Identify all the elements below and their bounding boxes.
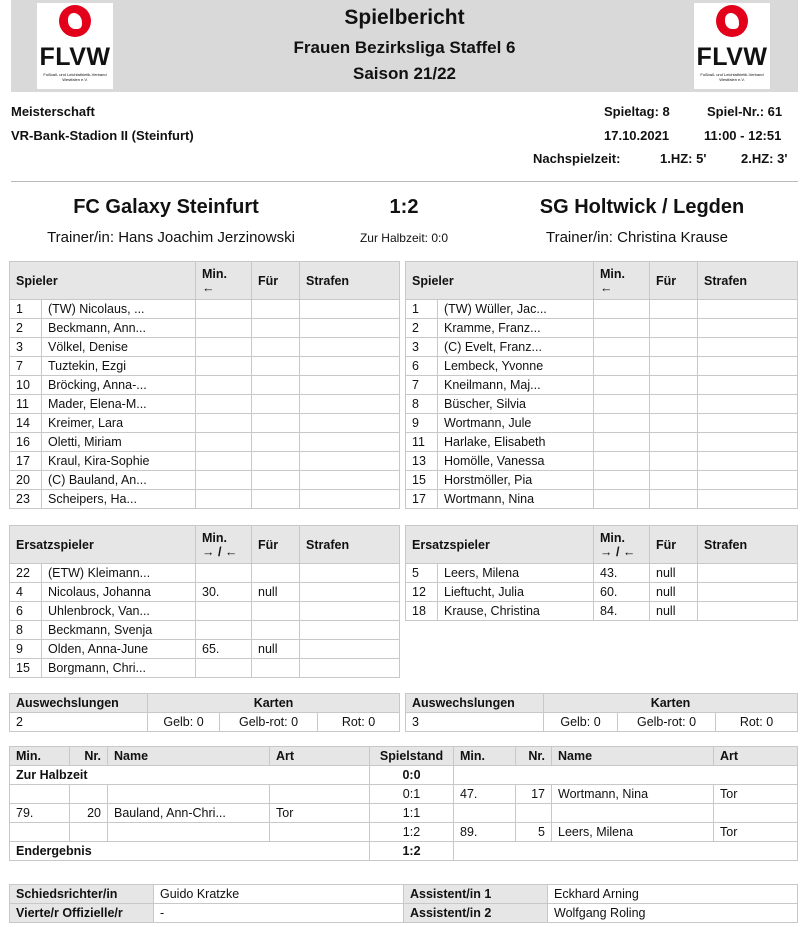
match-time: 11:00 - 12:51 <box>704 128 782 143</box>
event-a-min <box>454 804 516 823</box>
penalties <box>300 300 400 319</box>
event-h-min: 79. <box>10 804 70 823</box>
player-number: 9 <box>10 640 42 659</box>
player-row <box>406 376 798 395</box>
sub-minute <box>594 319 650 338</box>
penalties <box>698 471 798 490</box>
penalties <box>698 452 798 471</box>
sub-minute <box>196 471 252 490</box>
sub-for <box>252 621 300 640</box>
player-name: (ETW) Kleimann... <box>42 564 196 583</box>
player-number: 1 <box>10 300 42 319</box>
sub-for: null <box>252 583 300 602</box>
sub-for: null <box>252 640 300 659</box>
player-name: Mader, Elena-M... <box>42 395 196 414</box>
sub-for: null <box>650 564 698 583</box>
player-row <box>10 602 400 621</box>
player-row <box>10 452 400 471</box>
divider <box>11 181 798 182</box>
events-table <box>9 746 798 861</box>
player-number: 10 <box>10 376 42 395</box>
penalties <box>300 338 400 357</box>
penalties <box>698 395 798 414</box>
flvw-logo-right: FLVW Fußball- und Leichtathletik-Verband Westfalen e.V. <box>694 3 770 89</box>
col-art: Art <box>270 747 370 766</box>
halftime-label: Zur Halbzeit <box>10 766 370 785</box>
col-ersatzspieler: Ersatzspieler <box>406 526 594 564</box>
player-name: Kramme, Franz... <box>438 319 594 338</box>
player-name: Wortmann, Nina <box>438 490 594 509</box>
player-row <box>10 564 400 583</box>
home-lineup-table <box>9 261 400 509</box>
player-row <box>10 433 400 452</box>
col-fuer: Für <box>252 262 300 300</box>
col-min: Min. → / ← <box>594 526 650 564</box>
player-row <box>406 319 798 338</box>
player-name: (C) Bauland, An... <box>42 471 196 490</box>
sub-minute <box>196 338 252 357</box>
penalties <box>300 452 400 471</box>
away-summary-table <box>405 693 798 732</box>
player-name: Krause, Christina <box>438 602 594 621</box>
sub-for <box>650 490 698 509</box>
player-name: Bröcking, Anna-... <box>42 376 196 395</box>
player-name: Lieftucht, Julia <box>438 583 594 602</box>
player-name: (C) Evelt, Franz... <box>438 338 594 357</box>
player-name: Horstmöller, Pia <box>438 471 594 490</box>
page-title: Spielbericht <box>344 6 465 29</box>
penalties <box>698 414 798 433</box>
penalties <box>300 319 400 338</box>
sub-minute <box>196 357 252 376</box>
player-number: 11 <box>10 395 42 414</box>
league-name: Frauen Bezirksliga Staffel 6 <box>293 38 516 57</box>
player-number: 2 <box>406 319 438 338</box>
sub-minute <box>594 490 650 509</box>
penalties <box>300 490 400 509</box>
player-number: 15 <box>406 471 438 490</box>
sub-minute <box>594 338 650 357</box>
event-h-nr <box>70 823 108 842</box>
horse-icon <box>716 5 748 37</box>
penalties <box>698 338 798 357</box>
col-fuer: Für <box>650 526 698 564</box>
home-yellow-red: Gelb-rot: 0 <box>220 713 318 732</box>
penalties <box>300 471 400 490</box>
sub-minute <box>594 376 650 395</box>
player-number: 17 <box>10 452 42 471</box>
sub-for <box>252 338 300 357</box>
sub-minute: 43. <box>594 564 650 583</box>
player-row <box>10 583 400 602</box>
event-h-nr <box>70 785 108 804</box>
player-name: Harlake, Elisabeth <box>438 433 594 452</box>
sub-minute: 84. <box>594 602 650 621</box>
assistant1-label: Assistent/in 1 <box>404 885 548 904</box>
penalties <box>698 490 798 509</box>
sub-for <box>252 395 300 414</box>
sub-for <box>252 471 300 490</box>
player-number: 12 <box>406 583 438 602</box>
sub-minute: 30. <box>196 583 252 602</box>
player-name: Kneilmann, Maj... <box>438 376 594 395</box>
sub-minute <box>196 490 252 509</box>
home-red: Rot: 0 <box>318 713 400 732</box>
player-name: Leers, Milena <box>438 564 594 583</box>
event-score: 1:2 <box>370 823 454 842</box>
player-number: 18 <box>406 602 438 621</box>
matchday: Spieltag: 8 <box>604 104 670 119</box>
player-number: 7 <box>406 376 438 395</box>
player-number: 9 <box>406 414 438 433</box>
col-spielstand: Spielstand <box>370 747 454 766</box>
player-row <box>406 564 798 583</box>
player-number: 16 <box>10 433 42 452</box>
player-number: 7 <box>10 357 42 376</box>
player-row <box>10 659 400 678</box>
player-number: 6 <box>406 357 438 376</box>
sub-minute: 60. <box>594 583 650 602</box>
penalties <box>698 300 798 319</box>
match-number: Spiel-Nr.: 61 <box>707 104 783 119</box>
event-a-art: Tor <box>714 823 798 842</box>
player-number: 3 <box>10 338 42 357</box>
player-name: Scheipers, Ha... <box>42 490 196 509</box>
sub-minute <box>196 300 252 319</box>
penalties <box>300 414 400 433</box>
sub-for <box>252 452 300 471</box>
sub-for <box>650 338 698 357</box>
sub-minute <box>196 319 252 338</box>
sub-minute <box>594 357 650 376</box>
competition: Meisterschaft <box>11 104 95 119</box>
extra-time-h2: 2.HZ: 3' <box>741 151 788 166</box>
player-row <box>10 319 400 338</box>
col-spieler: Spieler <box>406 262 594 300</box>
sub-minute <box>594 395 650 414</box>
player-name: Tuztekin, Ezgi <box>42 357 196 376</box>
player-number: 17 <box>406 490 438 509</box>
player-number: 20 <box>10 471 42 490</box>
col-min: Min. <box>454 747 516 766</box>
player-number: 1 <box>406 300 438 319</box>
player-row <box>10 621 400 640</box>
player-number: 13 <box>406 452 438 471</box>
col-strafen: Strafen <box>698 526 798 564</box>
col-min: Min. → / ← <box>196 526 252 564</box>
event-a-art: Tor <box>714 785 798 804</box>
sub-for <box>252 564 300 583</box>
sub-for <box>252 376 300 395</box>
player-number: 5 <box>406 564 438 583</box>
player-row <box>10 471 400 490</box>
player-row <box>406 583 798 602</box>
player-name: Beckmann, Ann... <box>42 319 196 338</box>
col-strafen: Strafen <box>698 262 798 300</box>
player-row <box>406 414 798 433</box>
sub-minute <box>196 395 252 414</box>
officials-table <box>9 884 798 923</box>
event-h-name <box>108 785 270 804</box>
player-number: 3 <box>406 338 438 357</box>
halftime-score-cell: 0:0 <box>370 766 454 785</box>
penalties <box>300 602 400 621</box>
sub-minute <box>594 433 650 452</box>
event-a-nr: 17 <box>516 785 552 804</box>
event-h-name <box>108 823 270 842</box>
home-trainer: Trainer/in: Hans Joachim Jerzinowski <box>47 229 295 246</box>
sub-for: null <box>650 583 698 602</box>
sub-for <box>252 300 300 319</box>
sub-for <box>650 414 698 433</box>
col-strafen: Strafen <box>300 262 400 300</box>
col-name: Name <box>552 747 714 766</box>
player-number: 4 <box>10 583 42 602</box>
col-ersatzspieler: Ersatzspieler <box>10 526 196 564</box>
sub-for <box>650 357 698 376</box>
sub-for <box>252 357 300 376</box>
match-date: 17.10.2021 <box>604 128 670 143</box>
player-row <box>10 414 400 433</box>
sub-minute <box>196 433 252 452</box>
sub-minute <box>196 602 252 621</box>
home-team: FC Galaxy Steinfurt <box>73 196 259 218</box>
referee-name: Guido Kratzke <box>154 885 404 904</box>
penalties <box>300 564 400 583</box>
sub-minute <box>196 376 252 395</box>
sub-minute <box>594 300 650 319</box>
player-row <box>406 338 798 357</box>
halftime-row <box>10 766 798 785</box>
sub-for <box>650 471 698 490</box>
event-a-min: 89. <box>454 823 516 842</box>
col-min: Min. <box>10 747 70 766</box>
penalties <box>300 376 400 395</box>
sub-minute <box>196 414 252 433</box>
extra-time-label: Nachspielzeit: <box>533 151 621 166</box>
away-trainer: Trainer/in: Christina Krause <box>545 229 728 246</box>
player-name: (TW) Nicolaus, ... <box>42 300 196 319</box>
away-red: Rot: 0 <box>716 713 798 732</box>
col-auswechslungen: Auswechslungen <box>406 694 544 713</box>
player-row <box>406 357 798 376</box>
player-number: 8 <box>10 621 42 640</box>
player-name: (TW) Wüller, Jac... <box>438 300 594 319</box>
event-h-art <box>270 823 370 842</box>
away-yellow: Gelb: 0 <box>544 713 618 732</box>
sub-minute <box>196 621 252 640</box>
col-nr: Nr. <box>516 747 552 766</box>
penalties <box>698 583 798 602</box>
col-min: Min. ← <box>196 262 252 300</box>
sub-for <box>650 300 698 319</box>
flvw-logo-left: FLVW Fußball- und Leichtathletik-Verband Westfalen e.V. <box>37 3 113 89</box>
player-name: Kraul, Kira-Sophie <box>42 452 196 471</box>
extra-time-h1: 1.HZ: 5' <box>660 151 707 166</box>
venue: VR-Bank-Stadion II (Steinfurt) <box>11 128 194 143</box>
player-row <box>406 300 798 319</box>
col-name: Name <box>108 747 270 766</box>
referee-label: Schiedsrichter/in <box>10 885 154 904</box>
sub-for <box>252 490 300 509</box>
col-min: Min. ← <box>594 262 650 300</box>
event-a-nr: 5 <box>516 823 552 842</box>
away-subs-table <box>405 525 798 621</box>
player-number: 23 <box>10 490 42 509</box>
home-yellow: Gelb: 0 <box>148 713 220 732</box>
penalties <box>300 433 400 452</box>
sub-for <box>650 433 698 452</box>
penalties <box>698 433 798 452</box>
event-a-nr <box>516 804 552 823</box>
player-name: Nicolaus, Johanna <box>42 583 196 602</box>
player-row <box>406 433 798 452</box>
penalties <box>698 357 798 376</box>
sub-minute <box>196 452 252 471</box>
sub-for <box>252 659 300 678</box>
event-a-name: Leers, Milena <box>552 823 714 842</box>
player-number: 2 <box>10 319 42 338</box>
player-name: Oletti, Miriam <box>42 433 196 452</box>
player-row <box>10 490 400 509</box>
player-name: Borgmann, Chri... <box>42 659 196 678</box>
penalties <box>698 376 798 395</box>
final-label: Endergebnis <box>10 842 370 861</box>
sub-for <box>252 602 300 621</box>
event-h-art: Tor <box>270 804 370 823</box>
col-karten: Karten <box>544 694 798 713</box>
event-row <box>10 804 798 823</box>
event-a-name: Wortmann, Nina <box>552 785 714 804</box>
player-number: 8 <box>406 395 438 414</box>
penalties <box>300 659 400 678</box>
sub-for <box>650 376 698 395</box>
player-name: Homölle, Vanessa <box>438 452 594 471</box>
player-row <box>10 338 400 357</box>
assistant2-label: Assistent/in 2 <box>404 904 548 923</box>
fourth-official-name: - <box>154 904 404 923</box>
penalties <box>698 602 798 621</box>
sub-for <box>252 414 300 433</box>
event-h-name: Bauland, Ann-Chri... <box>108 804 270 823</box>
player-row <box>406 602 798 621</box>
penalties <box>300 621 400 640</box>
event-a-name <box>552 804 714 823</box>
player-row <box>406 490 798 509</box>
event-a-min: 47. <box>454 785 516 804</box>
player-number: 14 <box>10 414 42 433</box>
player-row <box>10 395 400 414</box>
home-summary-table <box>9 693 400 732</box>
player-name: Völkel, Denise <box>42 338 196 357</box>
final-row <box>10 842 798 861</box>
col-fuer: Für <box>650 262 698 300</box>
home-subs-table <box>9 525 400 678</box>
sub-minute <box>594 414 650 433</box>
player-name: Olden, Anna-June <box>42 640 196 659</box>
fourth-official-label: Vierte/r Offizielle/r <box>10 904 154 923</box>
player-name: Kreimer, Lara <box>42 414 196 433</box>
event-a-art <box>714 804 798 823</box>
sub-minute <box>594 452 650 471</box>
player-number: 6 <box>10 602 42 621</box>
sub-for <box>650 319 698 338</box>
away-lineup-table <box>405 261 798 509</box>
sub-for: null <box>650 602 698 621</box>
event-row <box>10 823 798 842</box>
player-name: Beckmann, Svenja <box>42 621 196 640</box>
assistant1-name: Eckhard Arning <box>548 885 798 904</box>
penalties <box>300 357 400 376</box>
halftime-score: Zur Halbzeit: 0:0 <box>359 231 449 245</box>
sub-minute: 65. <box>196 640 252 659</box>
final-score-cell: 1:2 <box>370 842 454 861</box>
event-h-nr: 20 <box>70 804 108 823</box>
penalties <box>698 319 798 338</box>
sub-minute <box>196 659 252 678</box>
player-name: Uhlenbrock, Van... <box>42 602 196 621</box>
final-score: 1:2 <box>389 196 419 218</box>
col-strafen: Strafen <box>300 526 400 564</box>
player-row <box>406 395 798 414</box>
player-number: 22 <box>10 564 42 583</box>
sub-for <box>252 319 300 338</box>
penalties <box>300 395 400 414</box>
sub-for <box>650 452 698 471</box>
player-row <box>10 376 400 395</box>
sub-minute <box>594 471 650 490</box>
event-score: 1:1 <box>370 804 454 823</box>
col-nr: Nr. <box>70 747 108 766</box>
player-row <box>10 357 400 376</box>
penalties <box>698 564 798 583</box>
penalties <box>300 640 400 659</box>
away-team: SG Holtwick / Legden <box>539 196 745 218</box>
event-score: 0:1 <box>370 785 454 804</box>
away-yellow-red: Gelb-rot: 0 <box>618 713 716 732</box>
sub-minute <box>196 564 252 583</box>
player-row <box>406 452 798 471</box>
player-name: Büscher, Silvia <box>438 395 594 414</box>
player-row <box>10 640 400 659</box>
col-art: Art <box>714 747 798 766</box>
penalties <box>300 583 400 602</box>
away-sub-count: 3 <box>406 713 544 732</box>
assistant2-name: Wolfgang Roling <box>548 904 798 923</box>
season: Saison 21/22 <box>352 64 456 83</box>
player-number: 11 <box>406 433 438 452</box>
player-row <box>406 471 798 490</box>
event-h-min <box>10 823 70 842</box>
col-fuer: Für <box>252 526 300 564</box>
sub-for <box>650 395 698 414</box>
event-row <box>10 785 798 804</box>
player-name: Lembeck, Yvonne <box>438 357 594 376</box>
col-auswechslungen: Auswechslungen <box>10 694 148 713</box>
report-header <box>11 0 798 92</box>
player-number: 15 <box>10 659 42 678</box>
col-spieler: Spieler <box>10 262 196 300</box>
event-h-art <box>270 785 370 804</box>
home-sub-count: 2 <box>10 713 148 732</box>
sub-for <box>252 433 300 452</box>
col-karten: Karten <box>148 694 400 713</box>
player-name: Wortmann, Jule <box>438 414 594 433</box>
event-h-min <box>10 785 70 804</box>
player-row <box>10 300 400 319</box>
